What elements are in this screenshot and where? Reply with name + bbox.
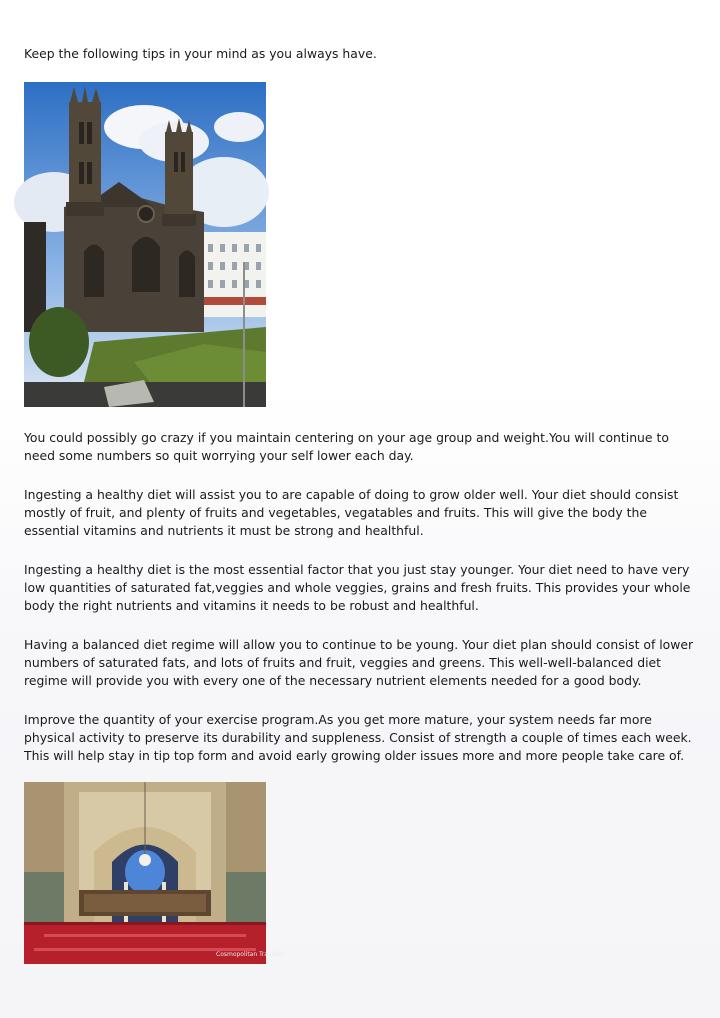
paragraph: Improve the quantity of your exercise program.As you get more mature, your system needs far more physical activity to preserve its durability and suppleness. Consist of strength a couple of times each week. This will help stay in tip top form and avoid early growing older issues more and more people take care of. [24,712,692,763]
paragraph: Ingesting a healthy diet will assist you to are capable of doing to grow older well. Your diet should consist mostly of fruit, and plenty of fruits and vegetables, vegatables and fruits. This will give the body the essential vitamins and nutrients it must be strong and healthful. [24,487,679,538]
paragraph: Having a balanced diet regime will allow you to continue to be young. Your diet plan should consist of lower numbers of saturated fats, and lots of fruits and fruit, veggies and greens. This well-well-balanced diet regime will provide you with every one of the necessary nutrient elements needed for a good body. [24,637,694,688]
article-paragraphs [24,429,699,786]
paragraph: Ingesting a healthy diet is the most essential factor that you just stay younger. Your diet need to have very low quantities of saturated fat,veggies and whole veggies, grains and fresh fruits. This provides your whole body the right nutrients and vitamins it needs to be robust and healthful. [24,562,691,613]
mosque-interior-photo [24,782,285,964]
intro-text: Keep the following tips in your mind as you always have. [24,46,377,61]
paragraph: You could possibly go crazy if you maintain centering on your age group and weight.You will continue to need some numbers so quit worrying your self lower each day. [24,430,669,463]
watermark-text: Cosmopolitan Traveller [216,951,285,958]
church-photo [24,82,266,407]
